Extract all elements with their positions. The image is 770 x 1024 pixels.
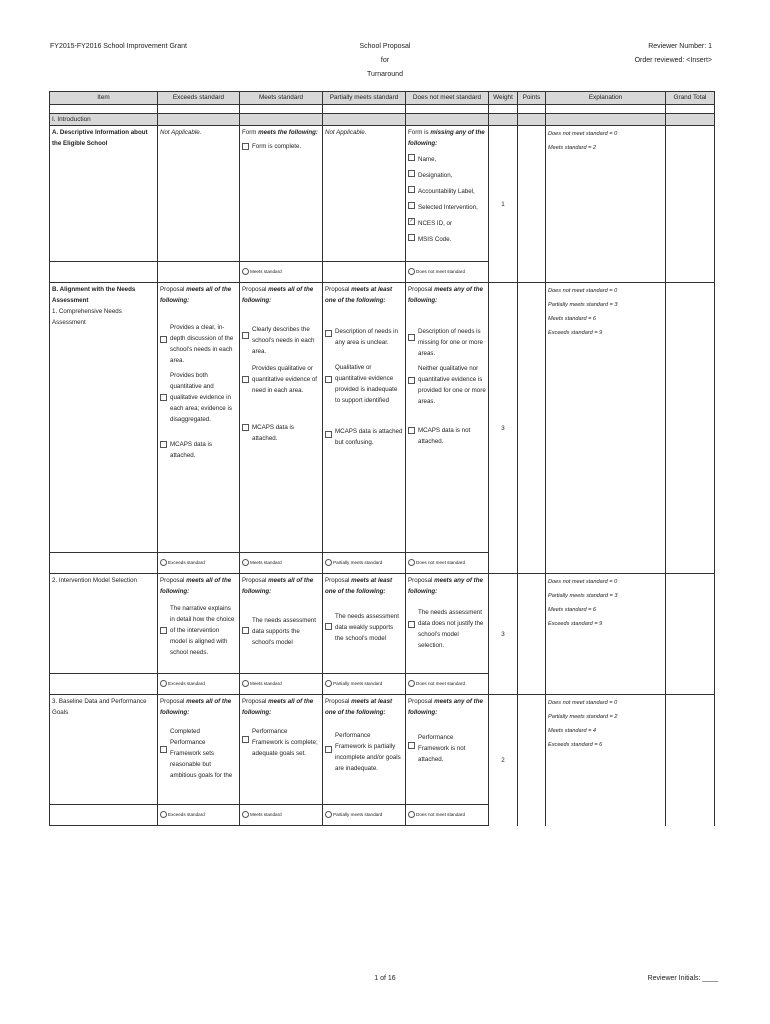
col-header: Weight [489, 92, 518, 105]
points-cell[interactable] [518, 126, 546, 283]
checkbox[interactable] [408, 377, 415, 384]
meets-cell: Form meets the following: Form is complete. [240, 126, 323, 262]
grand-total-cell[interactable] [666, 283, 715, 574]
does-not-meet-cell: Proposal meets any of the following: Description of needs is missing for one or more areas. Neither qualitative nor quantitative evidence is provided for one or more areas. MCAPS data is not attached. [406, 283, 489, 553]
radio-icon[interactable] [325, 559, 332, 566]
checkbox[interactable] [325, 623, 332, 630]
exceeds-cell: Not Applicable. [158, 126, 240, 262]
weight-cell: 1 [489, 126, 518, 283]
checkbox[interactable] [325, 746, 332, 753]
exceeds-radio[interactable]: Exceeds standard [158, 805, 240, 826]
col-header: Exceeds standard [158, 92, 240, 105]
checkbox[interactable] [242, 376, 249, 383]
explanation-cell: Does not meet standard = 0 Partially meets standard = 3 Meets standard = 6 Exceeds standard = 9 [546, 283, 666, 574]
item-label: B. Alignment with the Needs Assessment 1. Comprehensive Needs Assessment [50, 283, 158, 553]
explanation-cell: Does not meet standard = 0 Meets standard = 2 [546, 126, 666, 283]
does-not-meet-radio[interactable]: Does not meet standard [406, 805, 489, 826]
meets-radio[interactable]: Meets standard [240, 805, 323, 826]
radio-icon[interactable] [408, 811, 415, 818]
checkbox[interactable] [160, 441, 167, 448]
exceeds-cell: Proposal meets all of the following: Provides a clear, in-depth discussion of the school's needs in each area. Provides both quantitative and qualitative evidence in each area; evidence is disaggregated. MCAPS data is attached. [158, 283, 240, 553]
checkbox[interactable] [408, 202, 415, 209]
explanation-cell: Does not meet standard = 0 Partially meets standard = 2 Meets standard = 4 Exceeds standard = 6 [546, 695, 666, 826]
meets-radio[interactable]: Meets standard [240, 262, 323, 283]
col-header: Meets standard [240, 92, 323, 105]
col-header: Grand Total [666, 92, 715, 105]
checkbox[interactable] [242, 424, 249, 431]
explanation-cell: Does not meet standard = 0 Partially meets standard = 3 Meets standard = 6 Exceeds standard = 9 [546, 574, 666, 695]
does-not-meet-radio[interactable]: Does not meet standard [406, 553, 489, 574]
points-cell[interactable] [518, 574, 546, 695]
does-not-meet-cell: Proposal meets any of the following: Performance Framework is not attached. [406, 695, 489, 805]
partial-radio[interactable]: Partially meets standard [323, 553, 406, 574]
rubric-row-d [50, 695, 715, 805]
checkbox[interactable] [242, 627, 249, 634]
meets-radio[interactable]: Meets standard [240, 674, 323, 695]
radio-icon[interactable] [242, 680, 249, 687]
spacer-row [50, 105, 715, 114]
checkbox-checked[interactable]: ✓ [409, 218, 414, 224]
checkbox[interactable] [325, 431, 332, 438]
item-label: 2. Intervention Model Selection [50, 574, 158, 674]
checkbox[interactable] [160, 394, 167, 401]
radio-icon[interactable] [242, 559, 249, 566]
header-center [335, 40, 435, 82]
radio-icon[interactable] [160, 559, 167, 566]
radio-icon[interactable] [160, 680, 167, 687]
meets-cell: Proposal meets all of the following: Clearly describes the school's needs in each area. Provides qualitative or quantitative evidence of need in each area. MCAPS data is attached. [240, 283, 323, 553]
checkbox[interactable] [325, 330, 332, 337]
weight-cell: 2 [489, 695, 518, 826]
col-header: Does not meet standard [406, 92, 489, 105]
col-header: Partially meets standard [323, 92, 406, 105]
header-right [635, 40, 712, 68]
col-header: Explanation [546, 92, 666, 105]
checkbox[interactable] [408, 334, 415, 341]
checkbox[interactable] [408, 234, 415, 241]
header-center-line: Turnaround [367, 71, 403, 78]
rubric-row-a [50, 126, 715, 262]
radio-icon[interactable] [160, 811, 167, 818]
exceeds-radio[interactable]: Exceeds standard [158, 553, 240, 574]
weight-cell: 3 [489, 283, 518, 574]
checkbox[interactable] [325, 376, 332, 383]
checkbox[interactable] [242, 736, 249, 743]
header-left: FY2015-FY2016 School Improvement Grant [50, 43, 187, 50]
table-header-row [50, 92, 715, 105]
checkbox[interactable] [408, 427, 415, 434]
radio-icon[interactable] [325, 811, 332, 818]
partial-radio[interactable]: Partially meets standard [323, 674, 406, 695]
checkbox[interactable] [408, 621, 415, 628]
checkbox[interactable] [160, 627, 167, 634]
radio-icon[interactable] [408, 268, 415, 275]
rubric-row-b [50, 283, 715, 553]
does-not-meet-cell: Proposal meets any of the following: The needs assessment data does not justify the school's model selection. [406, 574, 489, 674]
weight-cell: 3 [489, 574, 518, 695]
exceeds-cell: Proposal meets all of the following: The narrative explains in detail how the choice of the intervention model is aligned with school needs. [158, 574, 240, 674]
exceeds-radio[interactable]: Exceeds standard [158, 674, 240, 695]
col-header: Item [50, 92, 158, 105]
radio-icon[interactable] [408, 680, 415, 687]
partial-radio[interactable]: Partially meets standard [323, 805, 406, 826]
checkbox[interactable] [408, 186, 415, 193]
radio-icon[interactable] [408, 559, 415, 566]
item-label: A. Descriptive Information about the Eligible School [50, 126, 158, 262]
page-number: 1 of 16 [374, 975, 396, 982]
partial-cell: Proposal meets at least one of the following: The needs assessment data weakly supports the school's model [323, 574, 406, 674]
grand-total-cell[interactable] [666, 574, 715, 695]
col-header: Points [518, 92, 546, 105]
points-cell[interactable] [518, 283, 546, 574]
partial-cell: Not Applicable. [323, 126, 406, 262]
partial-cell: Proposal meets at least one of the following: Performance Framework is partially incomplete and/or goals are inadequate. [323, 695, 406, 805]
meets-cell: Proposal meets all of the following: Performance Framework is complete; adequate goals set. [240, 695, 323, 805]
does-not-meet-radio[interactable]: Does not meet standard [406, 674, 489, 695]
order-reviewed: Order reviewed: <Insert> [634, 57, 712, 64]
radio-icon[interactable] [242, 268, 249, 275]
does-not-meet-cell: Form is missing any of the following: Name, Designation, Accountability Label, Selected Intervention, ✓ NCES ID, or MSIS Code. [406, 126, 489, 262]
meets-radio[interactable]: Meets standard [240, 553, 323, 574]
checkbox[interactable] [408, 154, 415, 161]
scoring-rubric-table [49, 91, 715, 826]
grand-total-cell[interactable] [666, 126, 715, 283]
reviewer-number: Reviewer Number: 1 [648, 43, 712, 50]
radio-icon[interactable] [242, 811, 249, 818]
points-cell[interactable] [518, 695, 546, 826]
section-row [50, 114, 715, 126]
checkbox[interactable] [160, 746, 167, 753]
item-label: 3. Baseline Data and Performance Goals [50, 695, 158, 805]
checkbox[interactable] [408, 742, 415, 749]
checkbox[interactable] [160, 336, 167, 343]
section-title: I. Introduction [50, 114, 158, 126]
checkbox[interactable] [408, 170, 415, 177]
header-center-line: for [380, 57, 390, 64]
checkbox[interactable] [242, 332, 249, 339]
header-center-line: School Proposal [359, 43, 411, 50]
does-not-meet-radio[interactable]: Does not meet standard [406, 262, 489, 283]
exceeds-cell: Proposal meets all of the following: Completed Performance Framework sets reasonable but ambitious goals for the [158, 695, 240, 805]
grand-total-cell[interactable] [666, 695, 715, 826]
reviewer-initials: Reviewer Initials: ____ [647, 975, 718, 982]
checkbox[interactable] [242, 143, 249, 150]
meets-cell: Proposal meets all of the following: The needs assessment data supports the school's model [240, 574, 323, 674]
rubric-row-c [50, 574, 715, 674]
radio-icon[interactable] [325, 680, 332, 687]
partial-cell: Proposal meets at least one of the following: Description of needs in any area is unclear. Qualitative or quantitative evidence provided is inadequate to support identified MCAPS data is attached but confusing. [323, 283, 406, 553]
